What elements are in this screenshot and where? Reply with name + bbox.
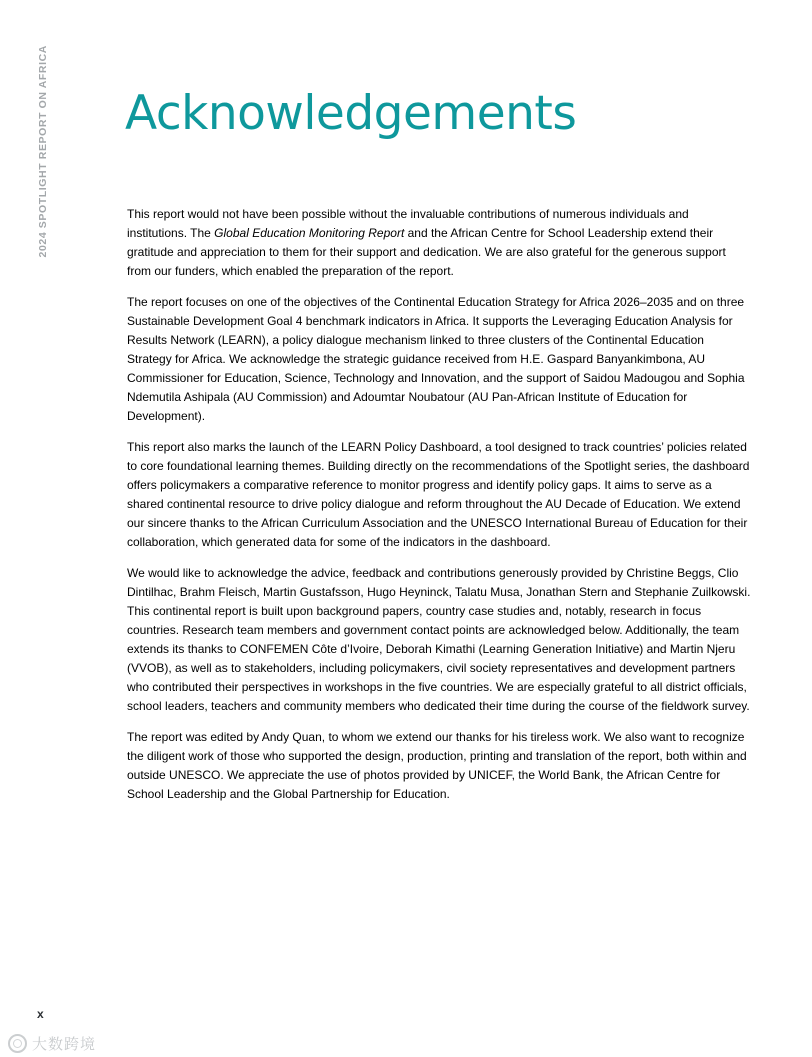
paragraph-text: This report would not have been possible without the invaluable contributions of numerous individuals and institutions. The — [127, 207, 689, 240]
paragraph-learn-dashboard: This report also marks the launch of the LEARN Policy Dashboard, a tool designed to track countries’ policies related to core foundational learning themes. Building directly on the recommendations of the Spotlight series, the dashboard offers policymakers a comparative reference to monitor progress and identify policy gaps. It aims to serve as a shared continental resource to drive policy dialogue and reform throughout the AU Decade of Education. We extend our sincere thanks to the African Curriculum Association and the UNESCO International Bureau of Education for their collaboration, which generated data for some of the indicators in the dashboard. — [127, 440, 750, 549]
paragraph-acknowledgement-intro — [127, 205, 751, 281]
page-title: Acknowledgements — [125, 86, 577, 141]
paragraph-text: and the African Centre for School Leadership extend their gratitude and appreciation to them for their support and dedication. We are also grateful for the generous support from our funders, which enabled the preparation of the report. — [127, 226, 726, 278]
page-number: x — [37, 1007, 44, 1021]
paragraph-editing-credits: The report was edited by Andy Quan, to whom we extend our thanks for his tireless work. We also want to recognize the diligent work of those who supported the design, production, printing and translation of the report, both within and outside UNESCO. We appreciate the use of photos provided by UNICEF, the World Bank, the African Centre for School Leadership and the Global Partnership for Education. — [127, 730, 747, 801]
body-text — [127, 205, 751, 816]
spine-text: 2024 SPOTLIGHT REPORT ON AFRICA — [37, 45, 49, 258]
paragraph-report-focus: The report focuses on one of the objectives of the Continental Education Strategy for Africa 2026–2035 and on three Sustainable Development Goal 4 benchmark indicators in Africa. It supports the Leveraging Education Analysis for Results Network (LEARN), a policy dialogue mechanism linked to three clusters of the Continental Education Strategy for Africa. We acknowledge the strategic guidance received from H.E. Gaspard Banyankimbona, AU Commissioner for Education, Science, Technology and Innovation, and the support of Saidou Madougou and Sophia Ndemutila Ashipala (AU Commission) and Adoumtar Noubatour (AU Pan-African Institute of Education for Development). — [127, 295, 745, 423]
italic-report-name: Global Education Monitoring Report — [214, 226, 405, 240]
paragraph-contributors: We would like to acknowledge the advice, feedback and contributions generously provided by Christine Beggs, Clio Dintilhac, Brahm Fleisch, Martin Gustafsson, Hugo Heyninck, Talatu Musa, Jonathan Stern and Stephanie Zuilkowski. This continental report is built upon background papers, country case studies and, notably, research in focus countries. Research team members and government contact points are acknowledged below. Additionally, the team extends its thanks to CONFEMEN Côte d’Ivoire, Deborah Kimathi (Learning Generation Initiative) and Martin Njeru (VVOB), as well as to stakeholders, including policymakers, civil society representatives and development partners who contributed their perspectives in workshops in the five countries. We are especially grateful to all district officials, school leaders, teachers and community members who dedicated their time during the course of the fieldwork survey. — [127, 566, 751, 713]
watermark — [8, 1033, 96, 1054]
watermark-logo-icon — [8, 1034, 27, 1053]
watermark-text: 大数跨境 — [32, 1036, 97, 1053]
